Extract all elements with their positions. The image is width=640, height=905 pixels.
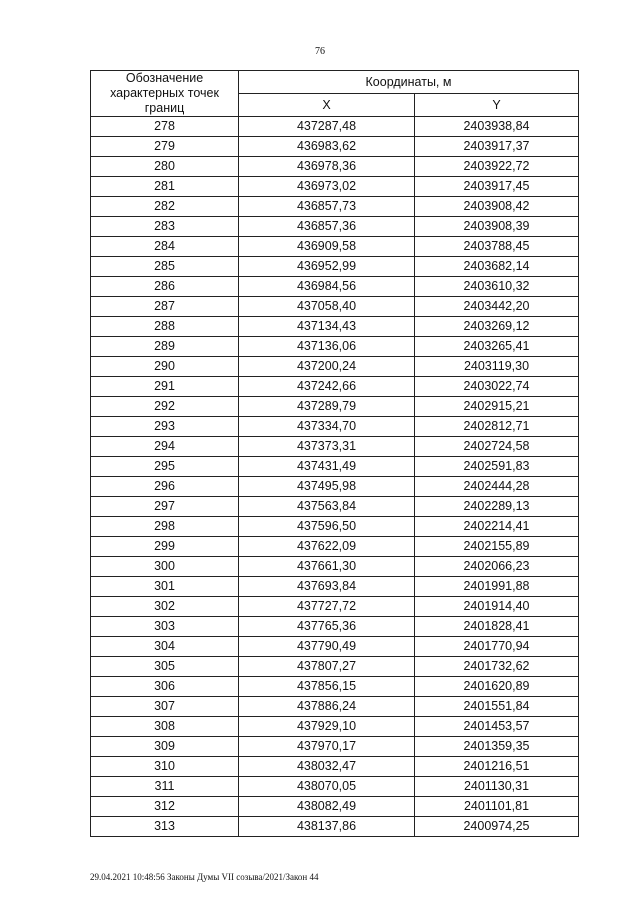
x-coordinate: 438082,49	[239, 797, 415, 817]
x-coordinate: 437661,30	[239, 557, 415, 577]
y-coordinate: 2403922,72	[415, 157, 579, 177]
table-row	[91, 197, 579, 217]
point-number: 297	[91, 497, 239, 517]
table-row	[91, 257, 579, 277]
y-coordinate: 2401216,51	[415, 757, 579, 777]
point-number: 279	[91, 137, 239, 157]
y-coordinate: 2403022,74	[415, 377, 579, 397]
x-coordinate: 437807,27	[239, 657, 415, 677]
point-number: 291	[91, 377, 239, 397]
point-number: 282	[91, 197, 239, 217]
x-coordinate: 437929,10	[239, 717, 415, 737]
footer-stamp: 29.04.2021 10:48:56 Законы Думы VII созыва/2021/Закон 44	[90, 872, 319, 882]
point-number: 307	[91, 697, 239, 717]
page-number: 76	[315, 46, 325, 57]
table-row	[91, 597, 579, 617]
table-row	[91, 437, 579, 457]
x-coordinate: 436952,99	[239, 257, 415, 277]
point-number: 287	[91, 297, 239, 317]
point-number: 306	[91, 677, 239, 697]
table-row	[91, 637, 579, 657]
table-row	[91, 217, 579, 237]
point-number: 280	[91, 157, 239, 177]
x-coordinate: 437563,84	[239, 497, 415, 517]
point-number: 303	[91, 617, 239, 637]
y-coordinate: 2403610,32	[415, 277, 579, 297]
table-row	[91, 337, 579, 357]
x-coordinate: 437790,49	[239, 637, 415, 657]
point-number: 294	[91, 437, 239, 457]
x-coordinate: 437765,36	[239, 617, 415, 637]
y-coordinate: 2401453,57	[415, 717, 579, 737]
x-coordinate: 437136,06	[239, 337, 415, 357]
point-number: 300	[91, 557, 239, 577]
x-coordinate: 436983,62	[239, 137, 415, 157]
table-row	[91, 697, 579, 717]
x-coordinate: 437431,49	[239, 457, 415, 477]
y-coordinate: 2401732,62	[415, 657, 579, 677]
point-number: 310	[91, 757, 239, 777]
point-number: 302	[91, 597, 239, 617]
y-coordinate: 2403119,30	[415, 357, 579, 377]
table-row	[91, 517, 579, 537]
table-row	[91, 797, 579, 817]
point-number: 301	[91, 577, 239, 597]
y-coordinate: 2402724,58	[415, 437, 579, 457]
point-number: 305	[91, 657, 239, 677]
y-coordinate: 2401101,81	[415, 797, 579, 817]
y-coordinate: 2401130,31	[415, 777, 579, 797]
point-number: 295	[91, 457, 239, 477]
table-row	[91, 237, 579, 257]
y-coordinate: 2403788,45	[415, 237, 579, 257]
point-number: 312	[91, 797, 239, 817]
x-coordinate: 436857,36	[239, 217, 415, 237]
y-coordinate: 2403265,41	[415, 337, 579, 357]
point-number: 285	[91, 257, 239, 277]
table-row	[91, 317, 579, 337]
x-coordinate: 437287,48	[239, 117, 415, 137]
table-body	[91, 117, 579, 837]
x-coordinate: 437596,50	[239, 517, 415, 537]
x-coordinate: 437495,98	[239, 477, 415, 497]
y-coordinate: 2403917,37	[415, 137, 579, 157]
table-row	[91, 377, 579, 397]
y-coordinate: 2402214,41	[415, 517, 579, 537]
point-number: 309	[91, 737, 239, 757]
x-coordinate: 438070,05	[239, 777, 415, 797]
table-row	[91, 757, 579, 777]
x-coordinate: 437886,24	[239, 697, 415, 717]
table-row	[91, 557, 579, 577]
coordinates-table	[90, 70, 579, 837]
point-number: 283	[91, 217, 239, 237]
y-coordinate: 2403908,39	[415, 217, 579, 237]
point-number: 289	[91, 337, 239, 357]
x-coordinate: 437334,70	[239, 417, 415, 437]
x-coordinate: 436984,56	[239, 277, 415, 297]
y-coordinate: 2401991,88	[415, 577, 579, 597]
table-row	[91, 297, 579, 317]
table-row	[91, 397, 579, 417]
x-coordinate: 436857,73	[239, 197, 415, 217]
y-coordinate: 2403917,45	[415, 177, 579, 197]
y-coordinate: 2403938,84	[415, 117, 579, 137]
x-coordinate: 437058,40	[239, 297, 415, 317]
y-coordinate: 2401914,40	[415, 597, 579, 617]
point-number: 311	[91, 777, 239, 797]
y-coordinate: 2402444,28	[415, 477, 579, 497]
table-row	[91, 737, 579, 757]
x-coordinate: 436909,58	[239, 237, 415, 257]
y-coordinate: 2401828,41	[415, 617, 579, 637]
y-coordinate: 2403442,20	[415, 297, 579, 317]
y-coordinate: 2402591,83	[415, 457, 579, 477]
table-row	[91, 117, 579, 137]
point-number: 284	[91, 237, 239, 257]
point-number: 290	[91, 357, 239, 377]
table-row	[91, 657, 579, 677]
table-row	[91, 357, 579, 377]
table-row	[91, 157, 579, 177]
y-coordinate: 2400974,25	[415, 817, 579, 837]
point-number: 299	[91, 537, 239, 557]
header-point-designation: Обозначение характерных точек границ	[91, 71, 239, 117]
header-coordinates: Координаты, м	[239, 71, 579, 94]
table-row	[91, 577, 579, 597]
point-number: 288	[91, 317, 239, 337]
x-coordinate: 437373,31	[239, 437, 415, 457]
y-coordinate: 2403269,12	[415, 317, 579, 337]
table-row	[91, 677, 579, 697]
table-row	[91, 417, 579, 437]
x-coordinate: 437727,72	[239, 597, 415, 617]
y-coordinate: 2402915,21	[415, 397, 579, 417]
table-row	[91, 277, 579, 297]
x-coordinate: 438032,47	[239, 757, 415, 777]
point-number: 296	[91, 477, 239, 497]
table-row	[91, 537, 579, 557]
y-coordinate: 2403908,42	[415, 197, 579, 217]
x-coordinate: 437693,84	[239, 577, 415, 597]
table-row	[91, 617, 579, 637]
table-row	[91, 137, 579, 157]
x-coordinate: 437622,09	[239, 537, 415, 557]
point-number: 278	[91, 117, 239, 137]
table-row	[91, 817, 579, 837]
point-number: 286	[91, 277, 239, 297]
y-coordinate: 2402155,89	[415, 537, 579, 557]
x-coordinate: 436973,02	[239, 177, 415, 197]
point-number: 281	[91, 177, 239, 197]
x-coordinate: 438137,86	[239, 817, 415, 837]
x-coordinate: 437242,66	[239, 377, 415, 397]
x-coordinate: 437289,79	[239, 397, 415, 417]
point-number: 313	[91, 817, 239, 837]
table-row	[91, 177, 579, 197]
y-coordinate: 2402812,71	[415, 417, 579, 437]
point-number: 304	[91, 637, 239, 657]
y-coordinate: 2401551,84	[415, 697, 579, 717]
table-row	[91, 477, 579, 497]
table-row	[91, 777, 579, 797]
y-coordinate: 2402289,13	[415, 497, 579, 517]
point-number: 298	[91, 517, 239, 537]
table-row	[91, 497, 579, 517]
point-number: 292	[91, 397, 239, 417]
header-y: Y	[415, 94, 579, 117]
table-header	[91, 71, 579, 117]
point-number: 293	[91, 417, 239, 437]
y-coordinate: 2402066,23	[415, 557, 579, 577]
y-coordinate: 2401620,89	[415, 677, 579, 697]
x-coordinate: 436978,36	[239, 157, 415, 177]
x-coordinate: 437134,43	[239, 317, 415, 337]
y-coordinate: 2403682,14	[415, 257, 579, 277]
x-coordinate: 437200,24	[239, 357, 415, 377]
point-number: 308	[91, 717, 239, 737]
x-coordinate: 437856,15	[239, 677, 415, 697]
header-x: X	[239, 94, 415, 117]
table-row	[91, 717, 579, 737]
x-coordinate: 437970,17	[239, 737, 415, 757]
y-coordinate: 2401770,94	[415, 637, 579, 657]
table-row	[91, 457, 579, 477]
y-coordinate: 2401359,35	[415, 737, 579, 757]
